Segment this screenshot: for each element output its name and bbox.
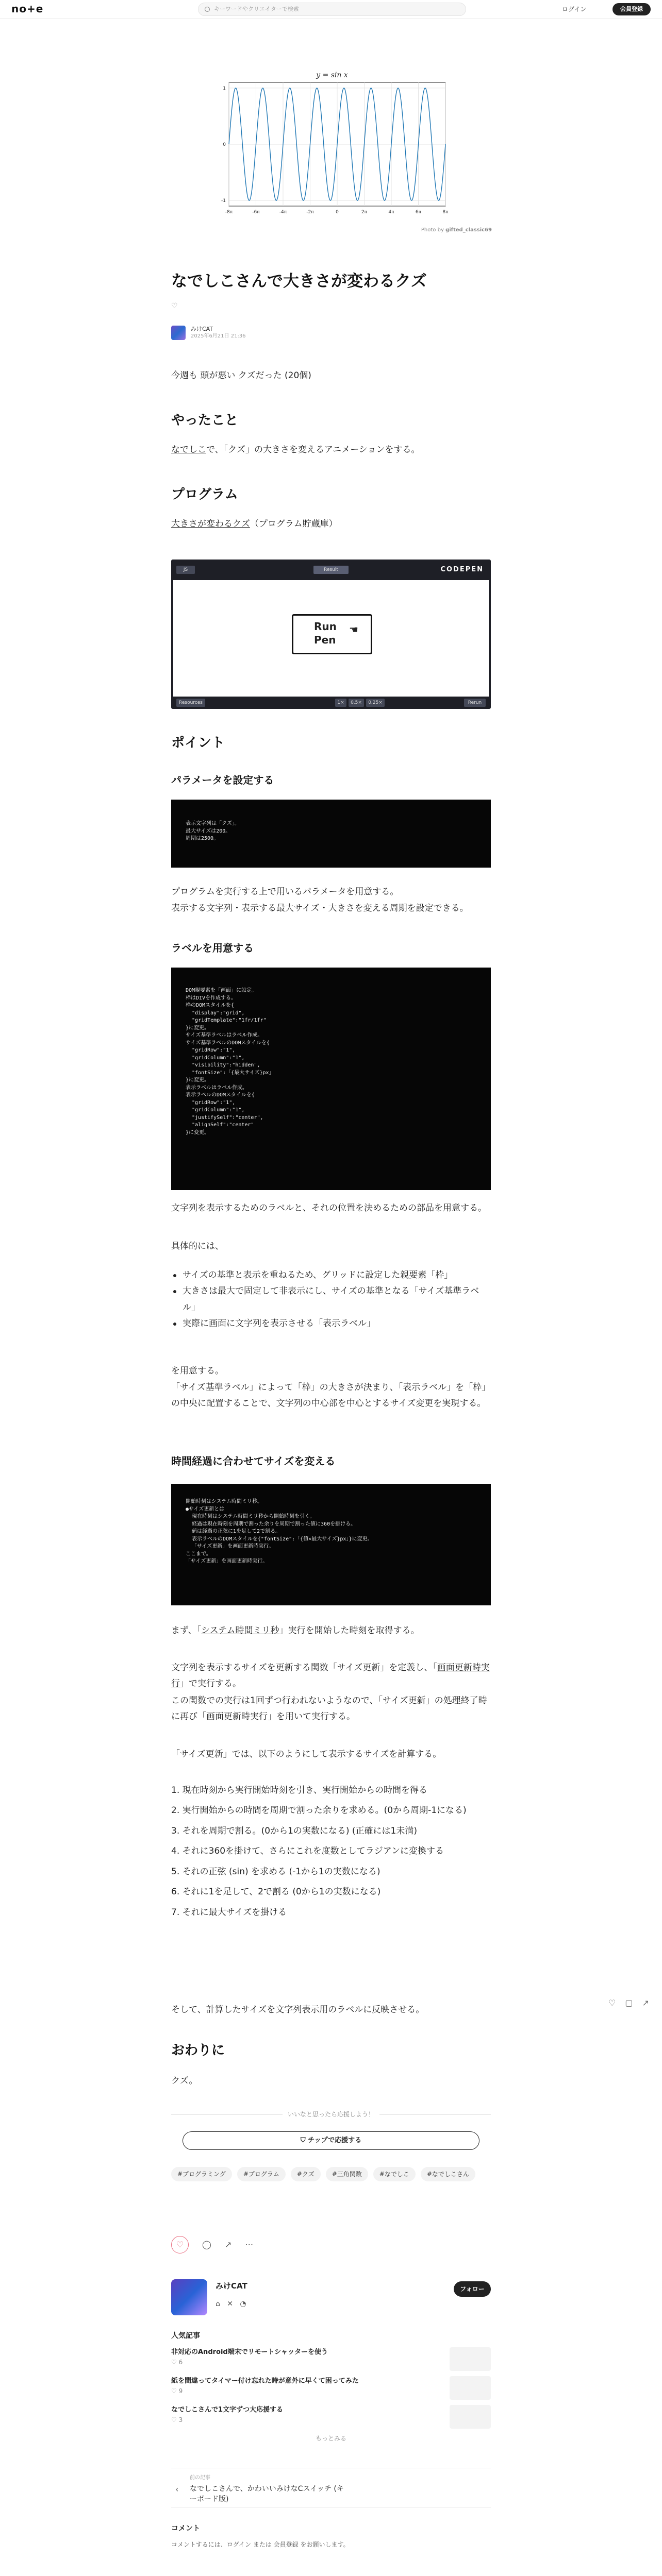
popular-item-thumbnail[interactable]: [450, 2405, 491, 2429]
x-tick-label: -2π: [306, 210, 314, 215]
search-icon: [205, 7, 210, 12]
text-fragment: 文字列を表示するサイズを更新する関数「サイズ更新」を定義し、「: [171, 1663, 437, 1673]
creator-avatar[interactable]: [171, 2279, 207, 2315]
code-block-label: DOM親要素を「画面」に設定。 枠はDIVを作成する。 枠のDOMスタイルを{ "display":"grid", "gridTemplate":"1fr/1fr" }に変更。 サイズ基準ラベルはラベル作成。 サイズ基準ラベルのDOMスタイルを{ "gridRow":"1", "gridColumn":"1", "visibility":"hidden", "fontSize":「{最大サイズ}px」 }に変更。 表示ラベルはラベル作成。 表示ラベルのDOMスタイルを{ "gridRow":"1", "gridColumn":"1", "justifySelf":"center", "alignSelf":"center" }に変更。: [171, 968, 491, 1190]
popular-item-title[interactable]: なでしこさんで1文字ずつ大応援する: [171, 2406, 284, 2414]
text-fragment: まず、「: [171, 1625, 202, 1636]
floating-actions: [608, 1995, 649, 2011]
more-icon[interactable]: ⋯: [245, 2240, 254, 2250]
support-box: [171, 2111, 491, 2154]
heading-end: おわりに: [171, 2043, 225, 2058]
heading-time: 時間経過に合わせてサイズを変える: [171, 1455, 336, 1467]
y-tick-label: -1: [221, 198, 226, 204]
program-line: [171, 516, 491, 532]
list-item: 大きさは最大で固定して非表示にし、サイズの基準となる「サイズ基準ラベル」: [171, 1283, 491, 1316]
comment-heading: コメント: [171, 2524, 200, 2533]
pointer-hand-icon: ☚: [349, 623, 358, 636]
list-item: 7. それに最大サイズを掛ける: [171, 1907, 287, 1918]
list-item: 6. それに1を足して、2で割る (0から1の実数になる): [171, 1887, 381, 1897]
tag-item[interactable]: #プログラム: [237, 2167, 286, 2181]
list-item: 実際に画面に文字列を表示させる「表示ラベル」: [171, 1316, 491, 1332]
creator-card: [171, 2279, 491, 2326]
like-count: 3: [178, 2416, 183, 2424]
popular-item-thumbnail[interactable]: [450, 2347, 491, 2371]
like-count: 6: [178, 2359, 183, 2366]
creator-social-links: [216, 2299, 246, 2309]
zoom-1x[interactable]: 1×: [335, 699, 346, 707]
tag-item[interactable]: #プログラミング: [171, 2167, 232, 2181]
rerun-button[interactable]: Rerun: [464, 699, 486, 707]
system-time-link[interactable]: システム時間ミリ秒: [201, 1625, 279, 1636]
search-bar[interactable]: [198, 3, 466, 16]
intro-text: 今週も 頭が悪い クズだった (20個): [171, 370, 311, 381]
photo-caption: [361, 227, 492, 234]
tag-item[interactable]: #なでしこ: [373, 2167, 416, 2181]
tag-item[interactable]: #なでしこさん: [421, 2167, 475, 2181]
codepen-bottom-bar: [171, 697, 491, 709]
caption-prefix: Photo by: [421, 227, 444, 233]
tip-button[interactable]: [183, 2131, 479, 2150]
label-text-2: 具体的には、: [171, 1241, 224, 1251]
label-text-1: 文字列を表示するためのラベルと、それの位置を決めるための部品を用意する。: [171, 1203, 487, 1213]
list-item: 4. それに360を掛けて、さらにこれを度数としてラジアンに変換する: [171, 1846, 444, 1857]
plot-title: y = sin x: [316, 71, 348, 79]
home-icon[interactable]: ⌂: [216, 2300, 220, 2308]
like-count: 9: [178, 2387, 183, 2395]
y-tick-label: 0: [223, 142, 226, 147]
heading-label: ラベルを用意する: [171, 942, 254, 954]
popular-heading: 人気記事: [171, 2332, 200, 2340]
x-tick-label: 4π: [388, 210, 394, 215]
heading-point: ポイント: [171, 735, 225, 751]
eyecatch-image: [208, 66, 456, 221]
reaction-bar: [171, 2236, 491, 2253]
heading-yattakoto: やったこと: [171, 413, 239, 428]
popular-item-title[interactable]: 紙を間違ってタイマー付け忘れた時が意外に早くて困ってみた: [171, 2377, 359, 2385]
heading-program: プログラム: [171, 487, 238, 502]
support-label-text: いいなと思ったら応援しよう！: [283, 2111, 379, 2118]
author-avatar[interactable]: [171, 326, 186, 340]
popular-item[interactable]: [171, 2347, 491, 2374]
list-item: 3. それを周期で割る。(0から1の実数になる) (正確には1未満): [171, 1825, 418, 1836]
popular-item-likes: ♡ 6: [171, 2359, 183, 2366]
popular-item-title[interactable]: 非対応のAndroid端末でリモートシャッターを使う: [171, 2348, 328, 2356]
time-text-5: そして、計算したサイズを文字列表示用のラベルに反映させる。: [171, 2005, 425, 2015]
run-label: Run: [314, 620, 337, 633]
label-text-3: を用意する。: [171, 1366, 224, 1376]
run-pen-button[interactable]: [292, 614, 372, 654]
codepen-logo[interactable]: CODEPEN: [440, 566, 484, 573]
code-block-time: 開始時刻はシステム時間ミリ秒。 ●サイズ更新とは 現在時刻はシステム時間ミリ秒から開始時刻を引く。 経過は現在時刻を周期で割った余りを周期で割った値に360を掛ける。 値は経過の正弦に1を足して2で割る。 表示ラベルのDOMスタイルを{"fontSize":「{値×最大サイズ}px」}に変更。 「サイズ更新」を画面更新時実行。 ここまで。 「サイズ更新」を画面更新時実行。: [171, 1484, 491, 1605]
prev-title[interactable]: なでしこさんで、かわいいみけなCスイッチ (キーボード版): [190, 2485, 344, 2503]
list-item: サイズの基準と表示を重ねるため、グリッドに設定した親要素「枠」: [171, 1267, 491, 1283]
bookmark-side-icon[interactable]: ▢: [625, 1998, 633, 2008]
publish-date: 2025年6月21日 21:36: [191, 333, 246, 339]
popular-item[interactable]: [171, 2405, 491, 2432]
list-item: 5. それの正弦 (sin) を求める (-1から1の実数になる): [171, 1866, 380, 1877]
list-item: 2. 実行開始からの時間を周期で割った余りを求める。(0から周期-1になる): [171, 1805, 467, 1816]
codepen-preview: [173, 580, 489, 697]
tip-button-label: チップで応援する: [308, 2137, 362, 2144]
zoom-025x[interactable]: 0.25×: [366, 699, 385, 707]
share-icon[interactable]: ↗: [224, 2240, 232, 2250]
y-tick-label: 1: [223, 86, 226, 91]
comment-login-prompt: コメントするには、ログイン または 会員登録 をお願いします。: [171, 2541, 350, 2548]
like-button[interactable]: ♡: [171, 2236, 189, 2253]
tip-icon: ⛉: [300, 2137, 308, 2144]
screen-update-link[interactable]: 画面更新時実行: [171, 1663, 490, 1689]
login-link[interactable]: ログイン: [562, 6, 587, 13]
previous-article[interactable]: [171, 2468, 491, 2508]
code-block-params: 表示文字列は「クズ」。 最大サイズは200。 周期は2500。: [171, 800, 491, 868]
heading-params: パラメータを設定する: [171, 774, 274, 786]
yattakoto-body: で、「クズ」の大きさを変えるアニメーションをする。: [206, 445, 420, 455]
note-logo[interactable]: no+e: [11, 3, 44, 15]
codepen-js-tab[interactable]: JS: [176, 566, 195, 574]
global-header: [0, 0, 662, 19]
chevron-left-icon: ‹: [175, 2484, 179, 2494]
list-item: 1. 現在時刻から実行開始時刻を引き、実行開始からの時間を得る: [171, 1785, 427, 1795]
signup-button[interactable]: 会員登録: [613, 3, 651, 15]
creator-name[interactable]: みけCAT: [216, 2281, 247, 2291]
codepen-result-tab[interactable]: Result: [313, 566, 349, 574]
x-tick-label: -8π: [225, 210, 233, 215]
tag-item[interactable]: #三角関数: [326, 2167, 368, 2181]
sine-plot: [208, 66, 456, 221]
codepen-embed: [171, 560, 491, 709]
time-text-2: [171, 1660, 491, 1692]
text-fragment: 」実行を開始した時刻を取得する。: [279, 1625, 420, 1636]
zoom-05x[interactable]: 0.5×: [349, 699, 364, 707]
x-tick-label: 2π: [361, 210, 368, 215]
popular-item-thumbnail[interactable]: [450, 2376, 491, 2400]
caption-author[interactable]: gifted_classic69: [445, 227, 492, 233]
tag-item[interactable]: #クズ: [291, 2167, 321, 2181]
program-link[interactable]: 大きさが変わるクズ: [171, 519, 250, 529]
time-text-4: 「サイズ更新」では、以下のようにして表示するサイズを計算する。: [171, 1749, 442, 1759]
like-outline-icon[interactable]: ♡: [171, 302, 178, 310]
rss-icon[interactable]: ◔: [240, 2300, 246, 2308]
x-tick-label: -6π: [252, 210, 260, 215]
x-icon[interactable]: ✕: [227, 2300, 233, 2308]
size-calc-steps: [171, 1783, 491, 1921]
search-placeholder: キーワードやクリエイターで検索: [214, 5, 299, 12]
time-text-3: この関数での実行は1回ずつ行われないようなので、「サイズ更新」の処理終了時に再び「画面更新時実行」を用いて実行する。: [171, 1696, 487, 1722]
text-fragment: 」で実行する。: [180, 1679, 241, 1689]
codepen-top-bar: [171, 560, 491, 580]
label-text-4: 「サイズ基準ラベル」によって「枠」の大きさが決まり、「表示ラベル」を「枠」の中央に配置することで、文字列の中心部を中心とするサイズ変更を実現する。: [171, 1382, 491, 1409]
nadeshiko-link[interactable]: なでしこ: [171, 445, 206, 455]
x-tick-label: 6π: [415, 210, 422, 215]
params-text-2: 表示する文字列・表示する最大サイズ・大きさを変える周期を設定できる。: [171, 903, 469, 913]
params-text-1: プログラムを実行する上で用いるパラメータを用意する。: [171, 887, 399, 897]
prev-label: 前の記事: [190, 2475, 210, 2481]
article-title: なでしこさんで大きさが変わるクズ: [171, 272, 427, 291]
popular-item-likes: ♡ 3: [171, 2416, 183, 2424]
end-text: クズ。: [171, 2076, 198, 2086]
share-side-icon[interactable]: ↗: [642, 1998, 649, 2008]
resources-button[interactable]: Resources: [176, 699, 205, 707]
comment-icon[interactable]: ◯: [202, 2240, 211, 2250]
follow-button[interactable]: フォロー: [454, 2281, 491, 2297]
tag-list: [171, 2167, 491, 2181]
yattakoto-text: [171, 442, 491, 458]
support-label: [171, 2109, 491, 2120]
x-tick-label: 0: [336, 210, 339, 215]
popular-item-likes: ♡ 9: [171, 2387, 183, 2395]
x-tick-label: -4π: [279, 210, 287, 215]
time-text-1: [171, 1623, 491, 1639]
label-bullet-list: [171, 1267, 491, 1332]
more-popular-link[interactable]: もっとみる: [315, 2435, 346, 2442]
pen-label: Pen: [314, 634, 336, 646]
author-block: [171, 323, 491, 343]
like-side-icon[interactable]: ♡: [608, 1998, 616, 2008]
x-tick-label: 8π: [442, 210, 449, 215]
author-name[interactable]: みけCAT: [191, 326, 213, 332]
popular-item[interactable]: [171, 2376, 491, 2403]
program-suffix: （プログラム貯蔵庫）: [250, 519, 338, 529]
